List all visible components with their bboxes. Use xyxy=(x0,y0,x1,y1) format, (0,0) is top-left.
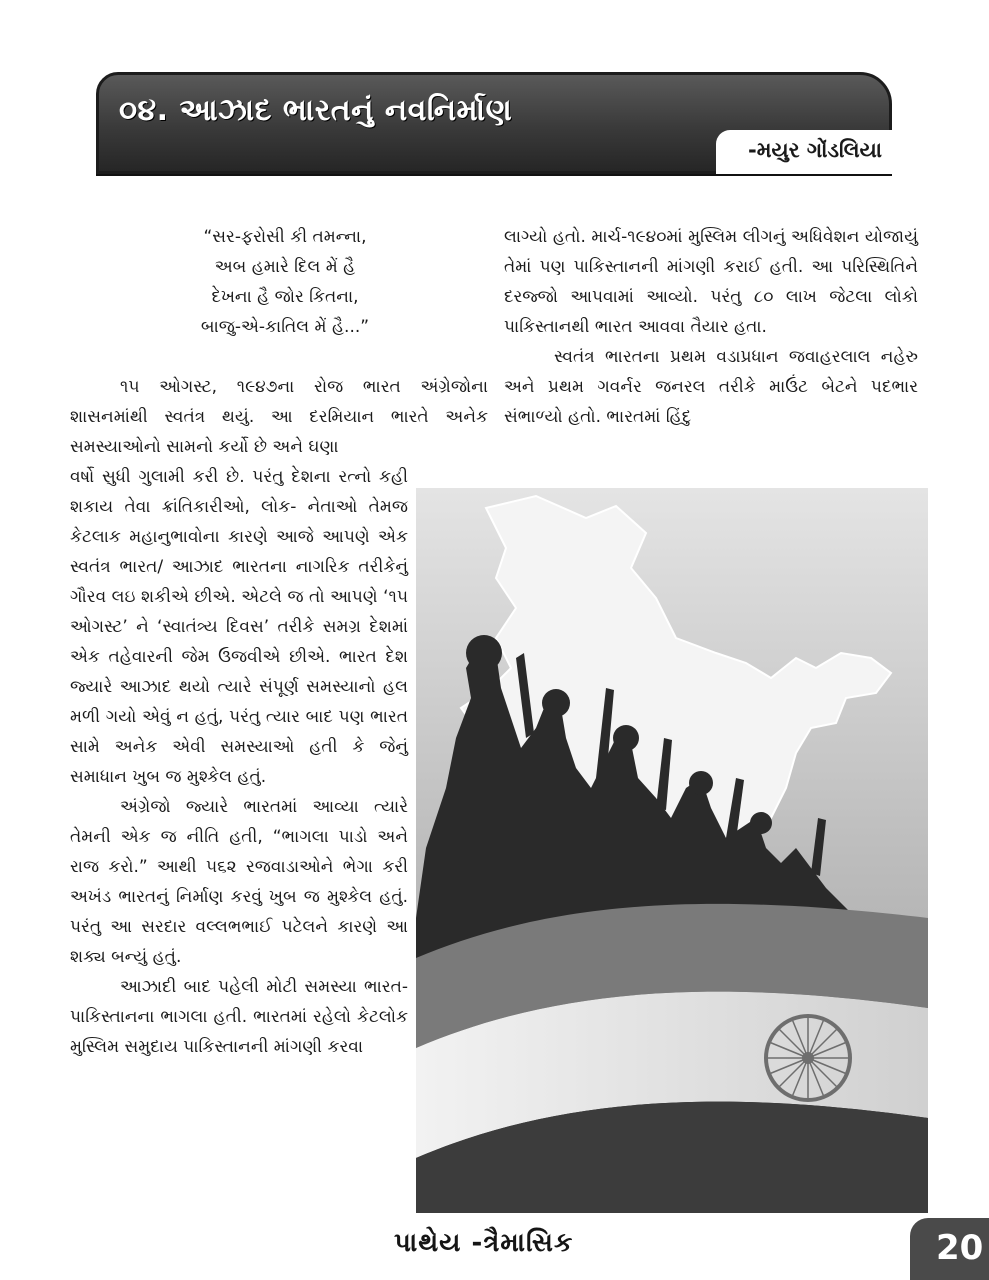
left-column-intro xyxy=(70,372,488,462)
india-map-crowd-image xyxy=(416,488,928,1213)
right-column-body xyxy=(504,222,918,432)
paragraph: સ્વતંત્ર ભારતના પ્રથમ વડાપ્રધાન જવાહરલાલ નહેરુ અને પ્રથમ ગવર્નર જનરલ તરીકે માઉંટ બેટને પદભાર સંભાળ્યો હતો. ભારતમાં હિંદુ xyxy=(504,347,918,427)
author-tab xyxy=(716,130,892,174)
ashoka-chakra xyxy=(766,1016,850,1100)
paragraph: લાગ્યો હતો. માર્ચ-૧૯૪૦માં મુસ્લિમ લીગનું અધિવેશન યોજાયું તેમાં પણ પાકિસ્તાનની માંગણી કરાઈ હતી. આ પરિસ્થિતિને દરજ્જો આપવામાં આવ્યો. પરંતુ ૮૦ લાખ જેટલા લોકો પાકિસ્તાનથી ભારત આવવા તૈયાર હતા. xyxy=(504,227,918,337)
poem-line: બાજુ-એ-કાતિલ મેં હૈ...” xyxy=(200,317,370,337)
poem-line: “સર-ફરોસી કી તમન્ના, xyxy=(203,227,367,247)
person-head xyxy=(542,689,570,717)
poem-quote xyxy=(150,222,420,342)
paragraph: ૧૫ ઓગસ્ટ, ૧૯૪૭ના રોજ ભારત અંગ્રેજોના શાસનમાંથી સ્વતંત્ર થયું. આ દરમિયાન ભારતે અનેક સમસ્યાઓનો સામનો કર્યો છે અને ઘણા xyxy=(70,377,488,457)
person-head xyxy=(750,812,772,834)
person-head xyxy=(613,725,639,751)
person-head xyxy=(466,635,502,671)
title-banner xyxy=(96,72,892,174)
poem-line: અબ હમારે દિલ મેં હૈ xyxy=(214,257,356,277)
article-title: ૦૪. આઝાદ ભારતનું નવનિર્માણ xyxy=(119,93,513,128)
person-head xyxy=(689,771,713,795)
page-number: 20 xyxy=(910,1218,989,1280)
magazine-name: પાથેય -ત્રૈમાસિક xyxy=(394,1228,574,1258)
poem-line: દેખના હૈ જોર કિતના, xyxy=(211,287,359,307)
paragraph: વર્ષો સુધી ગુલામી કરી છે. પરંતુ દેશના રત્નો કહી શકાય તેવા ક્રાંતિકારીઓ, લોક- નેતાઓ તેમજ કેટલાક મહાનુભાવોના કારણે આજે આપણે એક સ્વતંત્ર ભારત/ આઝાદ ભારતના નાગરિક તરીકેનું ગૌરવ લઇ શકીએ છીએ. એટલે જ તો આપણે ‘૧૫ ઓગસ્ટ’ ને ‘સ્વાતંત્ર્ય દિવસ’ તરીકે સમગ્ર દેશમાં એક તહેવારની જેમ ઉજવીએ છીએ. ભારત દેશ જ્યારે આઝાદ થયો ત્યારે સંપૂર્ણ સમસ્યાનો હલ મળી ગયો એવું ન હતું, પરંતુ ત્યાર બાદ પણ ભારત સામે અનેક એવી સમસ્યાઓ હતી કે જેનું સમાધાન ખુબ જ મુશ્કેલ હતું. xyxy=(70,467,408,787)
paragraph: અંગ્રેજો જ્યારે ભારતમાં આવ્યા ત્યારે તેમની એક જ નીતિ હતી, “ભાગલા પાડો અને રાજ કરો.” આથી ૫૬૨ રજવાડાઓને ભેગા કરી અખંડ ભારતનું નિર્માણ કરવું ખુબ જ મુશ્કેલ હતું. પરંતુ આ સરદાર વલ્લભભાઈ પટેલને કારણે આ શક્ય બન્યું હતું. xyxy=(70,797,408,967)
left-column-body xyxy=(70,462,408,1062)
paragraph: આઝાદી બાદ પહેલી મોટી સમસ્યા ભારત-પાકિસ્તાનના ભાગલા હતી. ભારતમાં રહેલો કેટલોક મુસ્લિમ સમુદાય પાકિસ્તાનની માંગણી કરવા xyxy=(70,977,408,1057)
illustration-svg xyxy=(416,488,928,1213)
author-name: -મયુર ગોંડલિયા xyxy=(748,138,882,162)
